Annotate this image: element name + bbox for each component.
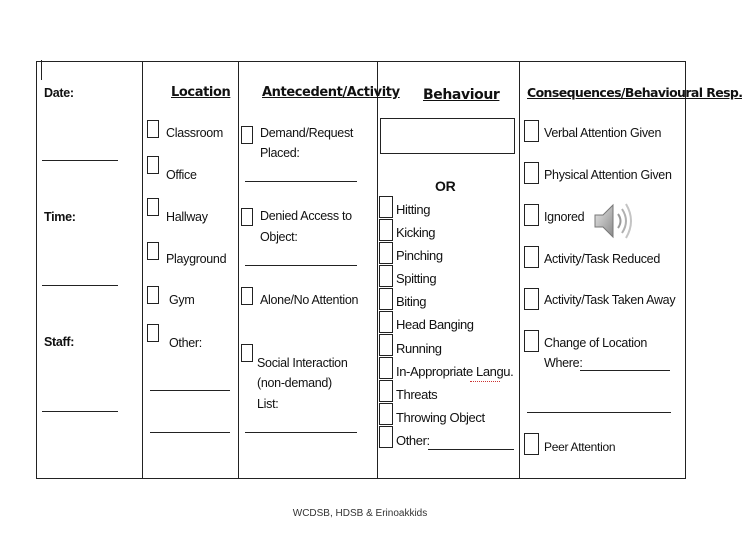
location-other-checkbox[interactable] — [147, 324, 159, 342]
consequence-task-taken-away-checkbox[interactable] — [524, 288, 539, 310]
behaviour-item: Biting — [396, 294, 427, 309]
antecedent-header: Antecedent/Activity — [262, 85, 400, 100]
consequence-task-reduced-checkbox[interactable] — [524, 246, 539, 268]
staff-label: Staff: — [44, 335, 75, 349]
consequence-verbal-checkbox[interactable] — [524, 120, 539, 142]
time-label: Time: — [44, 210, 76, 224]
consequence-item: Activity/Task Reduced — [544, 252, 660, 266]
consequence-extra-line[interactable] — [527, 412, 671, 413]
antecedent-item: List: — [257, 397, 279, 411]
consequence-physical-checkbox[interactable] — [524, 162, 539, 184]
column-divider — [238, 62, 239, 478]
behaviour-pinching-checkbox[interactable] — [379, 242, 393, 264]
date-field[interactable] — [42, 160, 118, 161]
antecedent-item: Social Interaction — [257, 356, 348, 370]
antecedent-item: (non-demand) — [257, 376, 332, 390]
location-classroom-checkbox[interactable] — [147, 120, 159, 138]
antecedent-item: Object: — [260, 230, 298, 244]
behaviour-threats-checkbox[interactable] — [379, 380, 393, 402]
behaviour-header: Behaviour — [423, 87, 500, 103]
behaviour-head-banging-checkbox[interactable] — [379, 311, 393, 333]
antecedent-social-line[interactable] — [245, 432, 357, 433]
consequence-item: Change of Location — [544, 336, 648, 350]
time-field[interactable] — [42, 285, 118, 286]
location-header: Location — [171, 85, 231, 100]
location-other-line[interactable] — [150, 432, 230, 433]
antecedent-denied-checkbox[interactable] — [241, 208, 253, 226]
location-item: Gym — [169, 293, 195, 307]
consequence-item: Ignored — [544, 210, 585, 224]
consequence-item: Physical Attention Given — [544, 168, 672, 182]
antecedent-item: Placed: — [260, 146, 300, 160]
location-item: Hallway — [166, 210, 208, 224]
behaviour-other-line[interactable] — [428, 449, 514, 450]
behaviour-throwing-object-checkbox[interactable] — [379, 403, 393, 425]
behaviour-item: Spitting — [396, 271, 437, 286]
abc-data-form — [36, 61, 686, 479]
behaviour-item: Hitting — [396, 202, 431, 217]
location-playground-checkbox[interactable] — [147, 242, 159, 260]
consequence-item: Verbal Attention Given — [544, 126, 662, 140]
consequences-header: Consequences/Behavioural Resp. — [527, 85, 742, 100]
location-item: Classroom — [166, 126, 224, 140]
antecedent-denied-line[interactable] — [245, 265, 357, 266]
spellcheck-underline — [470, 378, 500, 382]
location-other-line[interactable] — [150, 390, 230, 391]
behaviour-item: Threats — [396, 387, 438, 402]
antecedent-demand-line[interactable] — [245, 181, 357, 182]
or-label: OR — [435, 178, 456, 194]
location-hallway-checkbox[interactable] — [147, 198, 159, 216]
antecedent-alone-checkbox[interactable] — [241, 287, 253, 305]
behaviour-spitting-checkbox[interactable] — [379, 265, 393, 287]
where-line[interactable] — [580, 370, 670, 371]
column-divider — [142, 62, 143, 478]
consequence-item: Peer Attention — [544, 440, 616, 454]
behaviour-item: In-Appropriate Langu. — [396, 364, 514, 379]
antecedent-item: Demand/Request — [260, 126, 354, 140]
behaviour-item: Pinching — [396, 248, 443, 263]
behaviour-hitting-checkbox[interactable] — [379, 196, 393, 218]
footer-credit: WCDSB, HDSB & Erinoakkids — [292, 508, 428, 519]
consequence-change-location-checkbox[interactable] — [524, 330, 539, 352]
speaker-icon[interactable] — [591, 198, 635, 244]
location-item: Office — [166, 168, 197, 182]
antecedent-item: Denied Access to — [260, 209, 352, 223]
consequence-peer-attention-checkbox[interactable] — [524, 433, 539, 455]
behaviour-other-checkbox[interactable] — [379, 426, 393, 448]
antecedent-demand-checkbox[interactable] — [241, 126, 253, 144]
behaviour-inappropriate-language-checkbox[interactable] — [379, 357, 393, 379]
location-gym-checkbox[interactable] — [147, 286, 159, 304]
margin-mark — [41, 60, 42, 80]
behaviour-kicking-checkbox[interactable] — [379, 219, 393, 241]
behaviour-item: Kicking — [396, 225, 436, 240]
behaviour-input-box[interactable] — [380, 118, 515, 154]
antecedent-social-checkbox[interactable] — [241, 344, 253, 362]
date-label: Date: — [44, 86, 74, 100]
consequence-ignored-checkbox[interactable] — [524, 204, 539, 226]
staff-field[interactable] — [42, 411, 118, 412]
behaviour-item: Other: — [396, 433, 430, 448]
behaviour-item: Throwing Object — [396, 410, 485, 425]
where-label: Where: — [544, 356, 583, 370]
consequence-item: Activity/Task Taken Away — [544, 293, 676, 307]
location-item: Playground — [166, 252, 227, 266]
location-office-checkbox[interactable] — [147, 156, 159, 174]
column-divider — [519, 62, 520, 478]
behaviour-running-checkbox[interactable] — [379, 334, 393, 356]
location-item: Other: — [169, 336, 202, 350]
column-divider — [377, 62, 378, 478]
behaviour-biting-checkbox[interactable] — [379, 288, 393, 310]
behaviour-item: Head Banging — [396, 317, 474, 332]
antecedent-item: Alone/No Attention — [260, 293, 359, 307]
behaviour-item: Running — [396, 341, 442, 356]
